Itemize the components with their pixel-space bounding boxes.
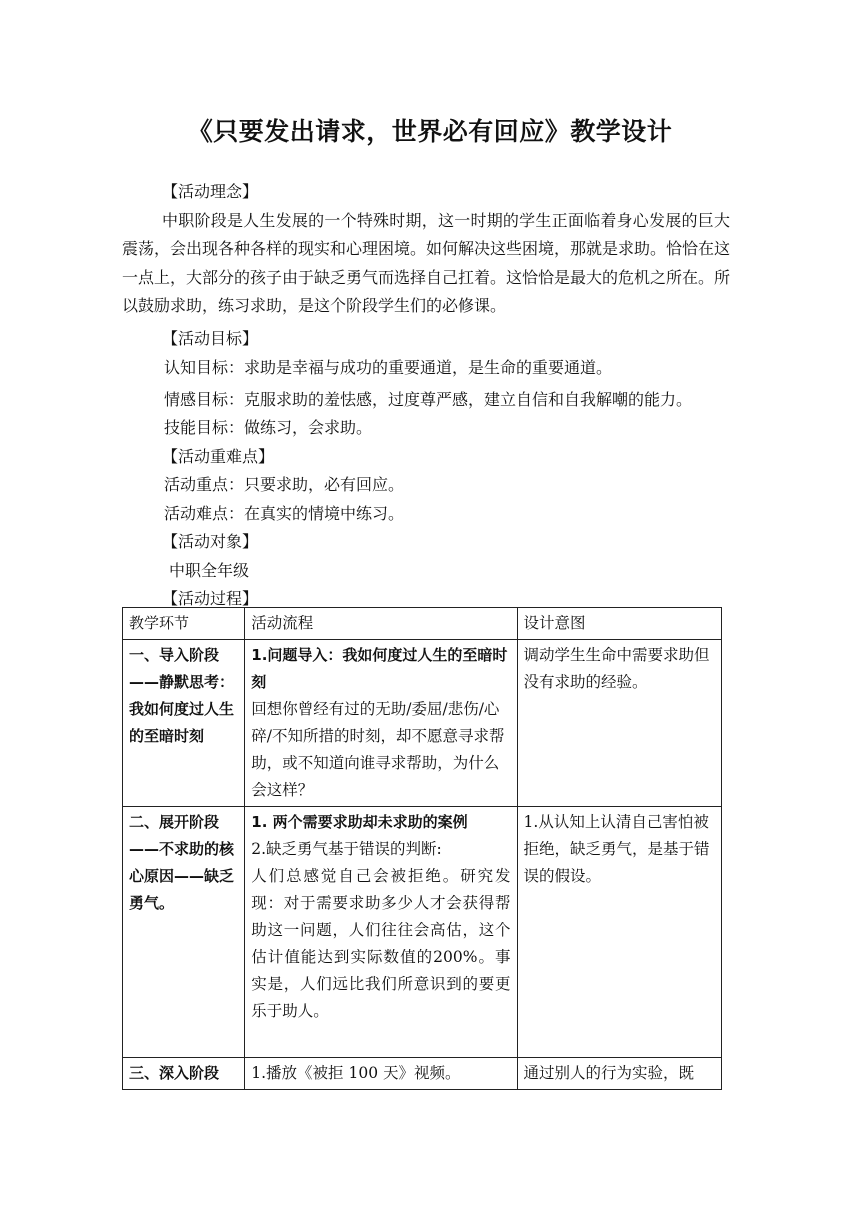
- header-flow: 活动流程: [245, 608, 517, 640]
- flow-text-1: 2.缺乏勇气基于错误的判断:: [251, 840, 442, 858]
- concept-paragraph: 中职阶段是人生发展的一个特殊时期，这一时期的学生正面临着身心发展的巨大震荡，会出现各种各样的现实和心理困境。如何解决这些困境，那就是求助。恰恰在这一点上，大部分的孩子由于缺乏勇气而选择自己扛着。这恰恰是最大的危机之所在。所以鼓励求助，练习求助，是这个阶段学生们的必修课。: [122, 210, 731, 315]
- stage-cell: 一、导入阶段——静默思考：我如何度过人生的至暗时刻: [123, 640, 245, 807]
- flow-bold-text: 1. 两个需要求助却未求助的案例: [251, 813, 468, 831]
- table-header-row: [123, 608, 722, 640]
- target-heading: 【活动对象】: [162, 532, 259, 551]
- difficult-point: 活动难点：在真实的情境中练习。: [164, 503, 405, 523]
- flow-text-2: 人们总感觉自己会被拒绝。研究发现：对于需要求助多少人才会获得帮助这一问题，人们往往会高估，这个估计值能达到实际数值的200%。事实是，人们远比我们所意识到的要更乐于助人。: [251, 867, 511, 1020]
- goal-skill: 技能目标：做练习，会求助。: [164, 418, 373, 437]
- document-title: 《只要发出请求，世界必有回应》教学设计: [187, 117, 673, 146]
- goal-emotion: 情感目标：克服求助的羞怯感，过度尊严感，建立自信和自我解嘲的能力。: [164, 389, 693, 409]
- process-heading: 【活动过程】: [162, 589, 259, 608]
- key-point: 活动重点：只要求助，必有回应。: [164, 475, 405, 494]
- table-row: [123, 1058, 722, 1090]
- difficulty-heading: 【活动重难点】: [162, 446, 275, 466]
- stage-cell: 三、深入阶段: [123, 1058, 245, 1090]
- intent-cell: 调动学生生命中需要求助但没有求助的经验。: [517, 640, 721, 807]
- target-text: 中职全年级: [169, 560, 250, 580]
- flow-bold-text: 1.问题导入：我如何度过人生的至暗时刻: [251, 646, 508, 691]
- header-stage: 教学环节: [123, 608, 245, 640]
- table-row: [123, 807, 722, 1058]
- intent-cell: 1.从认知上认清自己害怕被拒绝，缺乏勇气，是基于错误的假设。: [517, 807, 721, 1058]
- flow-cell: 1.播放《被拒 100 天》视频。: [245, 1058, 517, 1090]
- goal-cognitive: 认知目标：求助是幸福与成功的重要通道，是生命的重要通道。: [164, 358, 613, 377]
- stage-cell: 二、展开阶段——不求助的核心原因——缺乏勇气。: [123, 807, 245, 1058]
- table-row: [123, 640, 722, 807]
- header-intent: 设计意图: [517, 608, 721, 640]
- flow-cell: [245, 807, 517, 1058]
- intent-cell: 通过别人的行为实验，既: [517, 1058, 721, 1090]
- flow-cell: [245, 640, 517, 807]
- activity-process-table: [122, 607, 722, 1090]
- document-body: [122, 178, 730, 614]
- goals-heading: 【活动目标】: [162, 328, 259, 348]
- flow-text: 回想你曾经有过的无助/委屈/悲伤/心碎/不知所措的时刻，却不愿意寻求帮助，或不知道向谁寻求帮助，为什么会这样？: [251, 700, 505, 799]
- concept-heading: 【活动理念】: [162, 182, 259, 201]
